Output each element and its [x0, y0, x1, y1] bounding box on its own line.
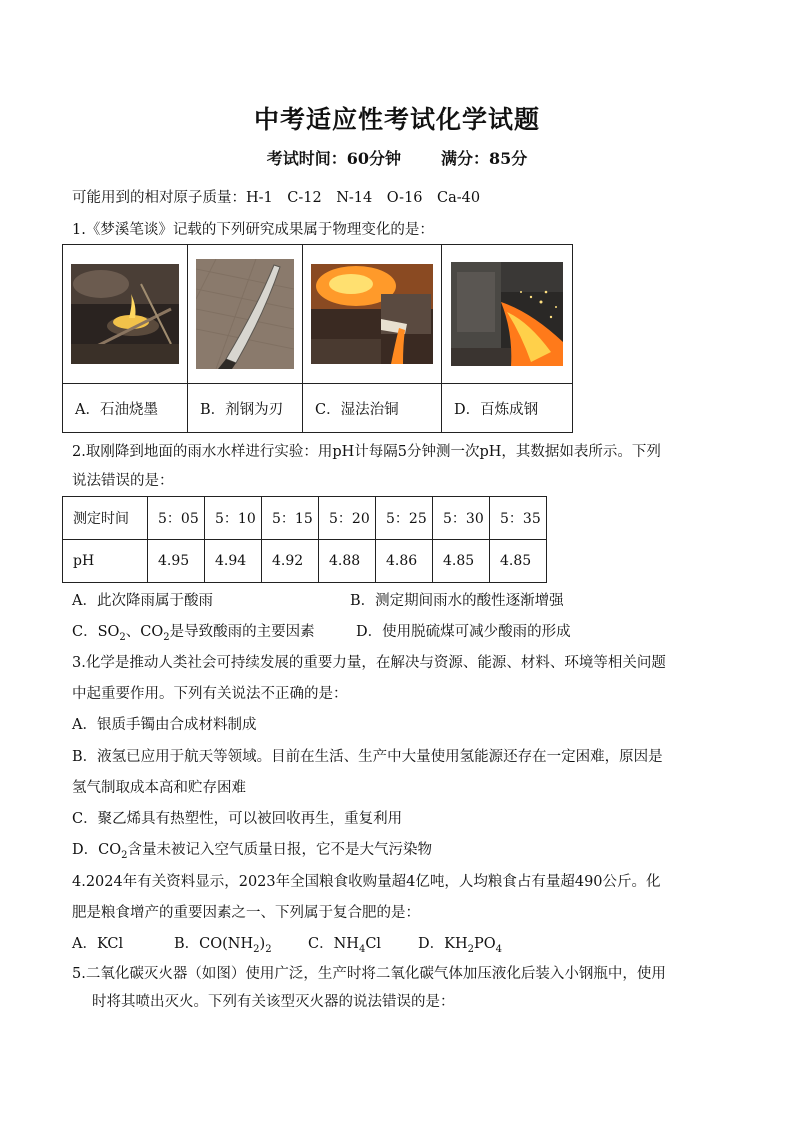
q3-option-a: A．银质手镯由合成材料制成: [72, 717, 257, 733]
q1-image-d: [442, 245, 573, 384]
steel-furnace-sparks-photo-icon: [451, 262, 563, 366]
table-cell: 5：25: [376, 497, 433, 540]
table-row-header: pH: [63, 540, 148, 583]
table-cell: 4.85: [433, 540, 490, 583]
table-cell: 4.88: [319, 540, 376, 583]
q4-option-b: B．$CO(NH_2)_2$: [174, 936, 272, 955]
q4-option-a: A．KCl: [72, 936, 124, 952]
table-cell: 4.94: [205, 540, 262, 583]
molten-copper-pour-photo-icon: [311, 264, 433, 364]
q4-option-d: D．$KH_2PO_4$: [418, 936, 503, 955]
q3-option-d: D．$CO_2$含量未被记入空气质量日报，它不是大气污染物: [72, 842, 432, 861]
table-row: [63, 497, 547, 540]
table-cell: 4.92: [262, 540, 319, 583]
q2-stem-line2: 说法错误的是：: [72, 473, 174, 489]
q2-option-c: C．$SO_2$、$CO_2$是导致酸雨的主要因素: [72, 624, 315, 643]
q3-option-c: C．聚乙烯具有热塑性，可以被回收再生，重复利用: [72, 811, 403, 827]
page-title: 中考适应性考试化学试题: [253, 105, 540, 134]
q3-stem-line1: 3.化学是推动人类社会可持续发展的重要力量，在解决与资源、能源、材料、环境等相关问题: [72, 655, 666, 671]
q3-option-b-line2: 氢气制取成本高和贮存困难: [72, 780, 246, 796]
steel-blade-photo-icon: [196, 259, 294, 369]
q1-option-d: D．百炼成钢: [442, 384, 573, 433]
q3-stem-line2: 中起重要作用。下列有关说法不正确的是：: [72, 686, 348, 702]
table-cell: 4.95: [148, 540, 205, 583]
q4-option-c: C．$NH_4Cl$: [308, 936, 382, 955]
table-row: [63, 540, 547, 583]
exam-time: 考试时间：60分钟: [266, 149, 401, 168]
oil-lamp-smoke-photo-icon: [71, 264, 179, 364]
full-score: 满分：85分: [441, 149, 528, 168]
q5-stem-line1: 5.二氧化碳灭火器（如图）使用广泛，生产时将二氧化碳气体加压液化后装入小钢瓶中，使用: [72, 966, 666, 982]
q2-option-d: D．使用脱硫煤可减少酸雨的形成: [356, 624, 571, 640]
q1-image-a: [63, 245, 188, 384]
q2-option-a: A．此次降雨属于酸雨: [72, 593, 213, 609]
q1-option-a: A．石油烧墨: [63, 384, 188, 433]
q1-image-b: [188, 245, 303, 384]
table-cell: 5：20: [319, 497, 376, 540]
table-cell: 5：05: [148, 497, 205, 540]
exam-info: [0, 146, 794, 169]
q1-image-c: [303, 245, 442, 384]
q4-stem-line2: 肥是粮食增产的重要因素之一、下列属于复合肥的是：: [72, 905, 420, 921]
table-cell: 4.86: [376, 540, 433, 583]
table-cell: 5：15: [262, 497, 319, 540]
ph-table: [62, 496, 547, 583]
q2-stem-line1: 2.取刚降到地面的雨水水样进行实验：用pH计每隔5分钟测一次pH，其数据如表所示。下列: [72, 444, 661, 460]
table-cell: 5：30: [433, 497, 490, 540]
table-row-header: 测定时间: [63, 497, 148, 540]
table-cell: 5：10: [205, 497, 262, 540]
q1-stem: 1.《梦溪笔谈》记载的下列研究成果属于物理变化的是：: [72, 222, 434, 238]
table-cell: 4.85: [490, 540, 547, 583]
q5-stem-line2: 时将其喷出灭火。下列有关该型灭火器的说法错误的是：: [92, 994, 455, 1010]
table-cell: 5：35: [490, 497, 547, 540]
q1-option-c: C．湿法治铜: [303, 384, 442, 433]
q1-option-table: [62, 244, 573, 433]
q1-option-b: B．剂钢为刃: [188, 384, 303, 433]
q3-option-b-line1: B．液氢已应用于航天等领域。目前在生活、生产中大量使用氢能源还存在一定困难，原因是: [72, 749, 663, 765]
atomic-masses: 可能用到的相对原子质量：H-1 C-12 N-14 O-16 Ca-40: [72, 190, 481, 206]
q4-stem-line1: 4.2024年有关资料显示，2023年全国粮食收购量超4亿吨，人均粮食占有量超490公斤。化: [72, 874, 661, 890]
q2-option-b: B．测定期间雨水的酸性逐渐增强: [350, 593, 564, 609]
